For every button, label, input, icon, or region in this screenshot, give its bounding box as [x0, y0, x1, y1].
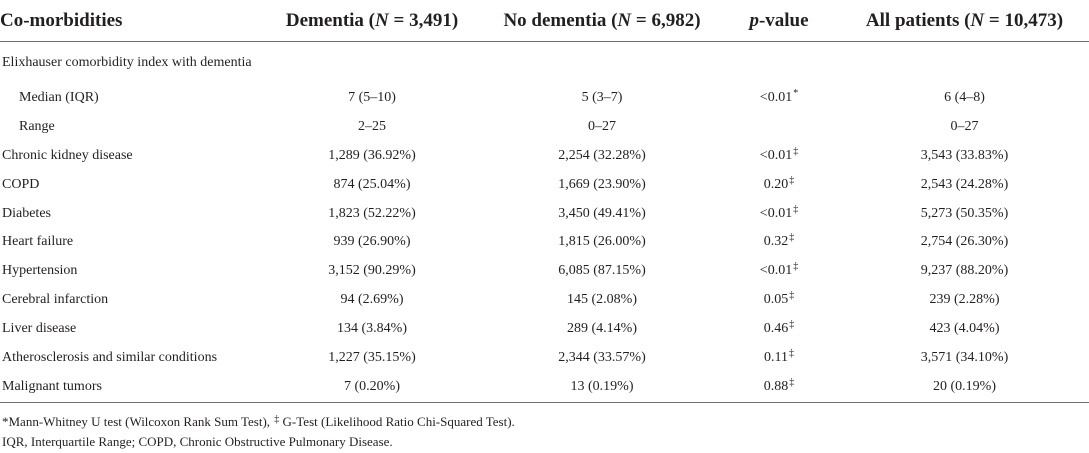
cell-dementia: 94 (2.69%): [340, 291, 404, 307]
header-dementia: [258, 0, 486, 42]
cell-dementia: 939 (26.90%): [333, 234, 411, 250]
cell-p-value: [718, 314, 840, 343]
cell-all-patients: 2,543 (24.28%): [920, 176, 1009, 192]
cell-p-value: [718, 142, 840, 171]
cell-label: Range: [19, 119, 55, 135]
header-row: [0, 0, 1089, 42]
cell-dementia: 7 (5–10): [348, 90, 396, 106]
table-row: [0, 170, 1089, 199]
p-value-text: 0.46: [763, 320, 789, 336]
footnote-1-a: *Mann-Whitney U test (Wilcoxon Rank Sum Test),: [2, 414, 274, 429]
header-no-dementia-a: No dementia (: [503, 9, 618, 31]
p-value-test-mark: ‡: [789, 289, 795, 301]
cell-no-dementia: 1,815 (26.00%): [558, 234, 646, 250]
table-footnotes: [2, 412, 515, 452]
p-value-test-mark: ‡: [789, 174, 795, 186]
header-p-value-p: p: [749, 9, 759, 31]
cell-label: Atherosclerosis and similar conditions: [2, 349, 218, 365]
table-row: [0, 84, 1089, 113]
cell-all-patients: 0–27: [950, 119, 979, 135]
section-row: [0, 42, 1089, 85]
table-row: [0, 199, 1089, 228]
cell-dementia: 874 (25.04%): [333, 176, 411, 192]
p-value-test-mark: ‡: [793, 261, 799, 273]
cell-all-patients: 6 (4–8): [944, 90, 985, 106]
header-no-dementia: [486, 0, 718, 42]
p-value-test-mark: ‡: [793, 203, 799, 215]
cell-label: Heart failure: [2, 234, 74, 250]
header-no-dementia-n: N: [617, 9, 632, 31]
footnote-1-b: G-Test (Likelihood Ratio Chi-Squared Test).: [279, 414, 515, 429]
table-header: [0, 0, 1089, 42]
cell-p-value: [718, 113, 840, 142]
cell-no-dementia: 145 (2.08%): [567, 291, 637, 307]
footnote-line-2: IQR, Interquartile Range; COPD, Chronic Obstructive Pulmonary Disease.: [2, 434, 393, 449]
table-row: [0, 343, 1089, 372]
table-row: [0, 372, 1089, 403]
cell-p-value: [718, 286, 840, 315]
table-body: [0, 42, 1089, 403]
p-value-text: 0.11: [764, 349, 788, 365]
footnote-line-1: [2, 412, 515, 432]
table-row: [0, 228, 1089, 257]
cell-all-patients: 2,754 (26.30%): [920, 234, 1009, 250]
p-value-test-mark: ‡: [789, 376, 795, 388]
header-all-patients-n: N: [970, 9, 985, 31]
table-row: [0, 257, 1089, 286]
cell-label: Cerebral infarction: [2, 291, 109, 307]
header-dementia-n: N: [375, 9, 389, 31]
cell-all-patients: 5,273 (50.35%): [920, 205, 1009, 221]
cell-all-patients: 3,543 (33.83%): [920, 147, 1009, 163]
p-value-test-mark: ‡: [788, 347, 794, 359]
cell-no-dementia: 2,344 (33.57%): [558, 349, 646, 365]
cell-no-dementia: 2,254 (32.28%): [558, 147, 646, 163]
cell-label: Malignant tumors: [0, 372, 258, 403]
p-value-text: <0.01: [759, 263, 793, 279]
cell-no-dementia: 3,450 (49.41%): [558, 205, 646, 221]
cell-no-dementia: 1,669 (23.90%): [558, 176, 646, 192]
header-no-dementia-b: = 6,982): [631, 9, 701, 31]
cell-all-patients: 239 (2.28%): [929, 291, 1000, 307]
cell-p-value: [718, 257, 840, 286]
cell-dementia: 2–25: [358, 119, 386, 135]
table-row: [0, 286, 1089, 315]
cell-label: Hypertension: [2, 263, 78, 279]
p-value-text: 0.88: [763, 378, 789, 394]
p-value-text: 0.05: [763, 291, 789, 307]
cell-p-value: [718, 170, 840, 199]
header-all-patients: [840, 0, 1089, 42]
section-title: Elixhauser comorbidity index with dementia: [2, 55, 252, 70]
cell-label: Diabetes: [2, 205, 51, 221]
cell-no-dementia: 0–27: [588, 119, 616, 135]
cell-p-value: [718, 343, 840, 372]
cell-all-patients: 423 (4.04%): [929, 320, 1000, 336]
cell-label: Chronic kidney disease: [2, 147, 133, 163]
cell-no-dementia: 289 (4.14%): [567, 320, 637, 336]
p-value-text: 0.32: [763, 234, 789, 250]
header-p-value-b: -value: [758, 9, 809, 31]
cell-p-value: [718, 199, 840, 228]
table-row: [0, 142, 1089, 171]
cell-dementia: 3,152 (90.29%): [328, 263, 416, 279]
cell-no-dementia: 5 (3–7): [581, 90, 623, 106]
p-value-test-mark: *: [793, 88, 799, 100]
p-value-text: 0.20: [763, 176, 789, 192]
p-value-test-mark: ‡: [789, 318, 795, 330]
cell-label: Liver disease: [2, 320, 77, 336]
cell-no-dementia: 13 (0.19%): [486, 372, 718, 403]
cell-dementia: 1,823 (52.22%): [328, 205, 416, 221]
header-p-value: [718, 0, 840, 42]
cell-dementia: 134 (3.84%): [337, 320, 407, 336]
header-comorbidities: Co-morbidities: [0, 0, 258, 42]
cell-p-value: [718, 84, 840, 113]
header-dementia-b: = 3,491): [388, 9, 459, 31]
table-row: [0, 314, 1089, 343]
cell-dementia: 7 (0.20%): [258, 372, 486, 403]
header-all-patients-b: = 10,473): [984, 9, 1064, 31]
cell-label: Median (IQR): [19, 90, 99, 106]
footnote-1-mark: ‡: [274, 414, 280, 425]
cell-all-patients: 20 (0.19%): [840, 372, 1089, 403]
cell-dementia: 1,227 (35.15%): [328, 349, 416, 365]
cell-all-patients: 3,571 (34.10%): [920, 349, 1009, 365]
cell-all-patients: 9,237 (88.20%): [920, 263, 1009, 279]
p-value-text: <0.01: [759, 205, 793, 221]
p-value-text: <0.01: [759, 90, 793, 106]
p-value-text: <0.01: [759, 147, 793, 163]
cell-p-value: [718, 228, 840, 257]
header-all-patients-a: All patients (: [865, 9, 971, 31]
table-row: [0, 113, 1089, 142]
cell-p-value: [718, 372, 840, 403]
p-value-test-mark: ‡: [789, 232, 795, 244]
cell-label: COPD: [2, 176, 40, 192]
cell-dementia: 1,289 (36.92%): [328, 147, 416, 163]
p-value-test-mark: ‡: [793, 145, 799, 157]
cell-no-dementia: 6,085 (87.15%): [558, 263, 646, 279]
header-dementia-a: Dementia (: [285, 9, 376, 31]
